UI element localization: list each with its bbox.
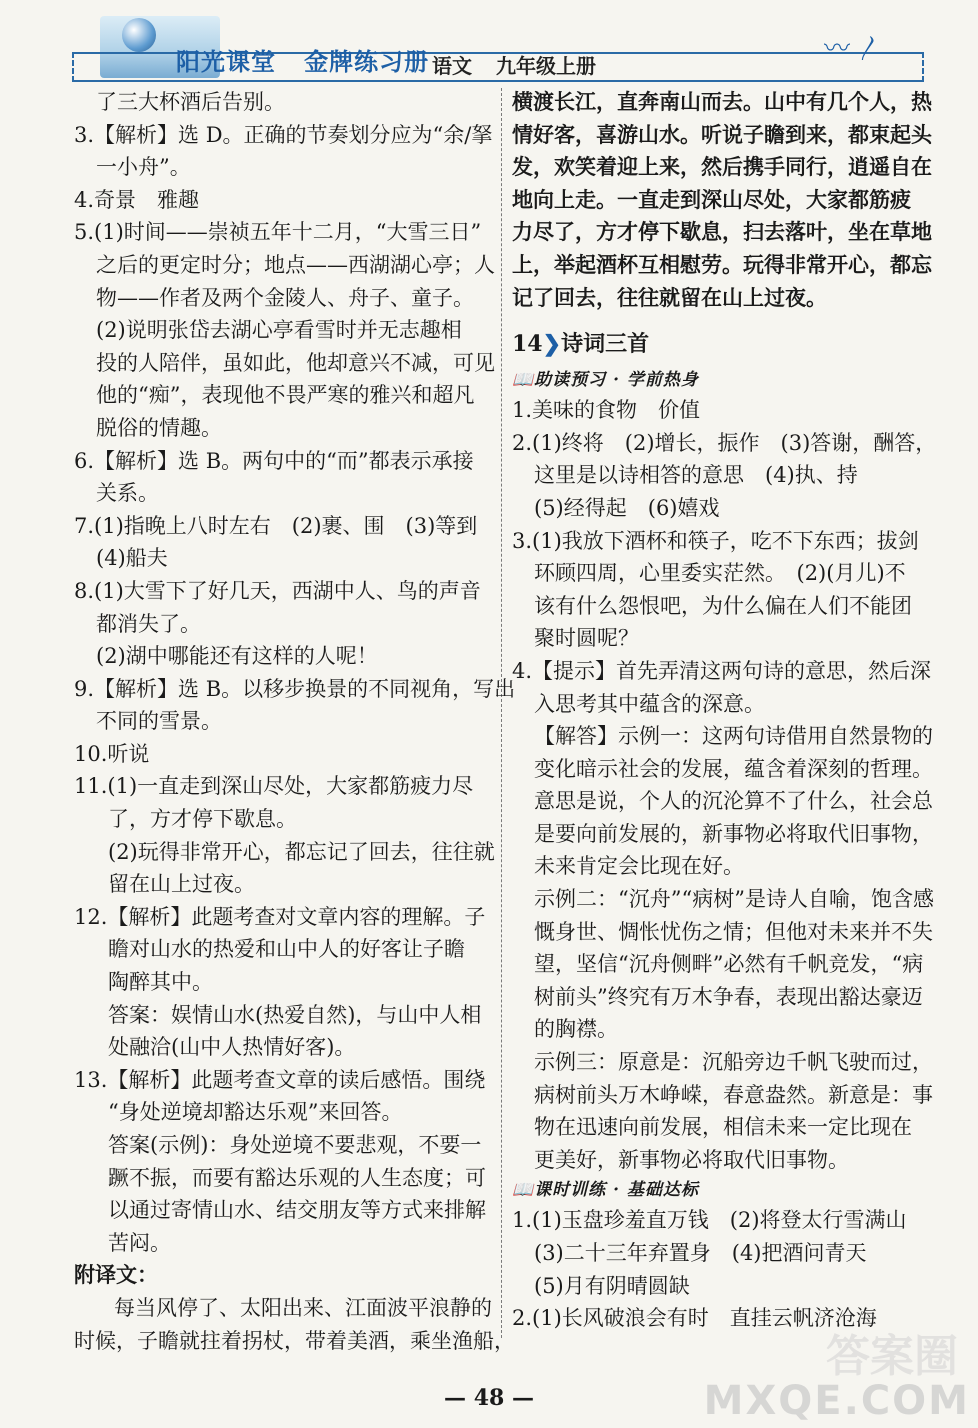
translation-continued (512, 86, 932, 314)
column-divider (501, 88, 502, 1338)
preview-line: 慨身世、惆怅忧伤之情；但他对未来并不失 (534, 919, 933, 944)
practice-line: (5)月有阴晴圆缺 (534, 1273, 690, 1298)
left-line: 苦闷。 (108, 1230, 171, 1255)
left-line: “身处逆境却豁达乐观”来回答。 (108, 1100, 403, 1125)
left-line: 4.奇景 雅趣 (74, 187, 200, 212)
series-name: 金牌练习册 (304, 47, 430, 76)
preview-line: 示例二：“沉舟”“病树”是诗人自喻，饱含感 (534, 887, 934, 912)
section-name: 诗词三首 (561, 331, 650, 358)
left-line: 关系。 (96, 481, 159, 506)
subheading-practice: 📖课时训练 · 基础达标 (512, 1180, 699, 1201)
preview-line: 该有什么怨恨吧，为什么偏在人们不能团 (534, 593, 912, 618)
preview-line: 示例三：原意是：沉船旁边千帆飞驶而过， (534, 1050, 933, 1075)
preview-line: 望，坚信“沉舟侧畔”必然有千帆竞发，“病 (534, 952, 924, 977)
preview-line: 2.(1)终将 (2)增长，振作 (3)答谢，酬答， (512, 430, 937, 455)
watermark-url: MXQE.COM (703, 1378, 970, 1424)
translation-line: 力尽了，方才停下歇息，扫去落叶，坐在草地 (512, 219, 932, 245)
preview-answers (512, 394, 937, 1176)
practice-answers (512, 1204, 928, 1334)
preview-line: 意思是说，个人的沉沦算不了什么，社会总 (534, 789, 933, 814)
translation-line: 上，举起酒杯互相慰劳。玩得非常开心，都忘 (512, 251, 932, 277)
left-line: 10.听说 (74, 741, 150, 766)
practice-line: (3)二十三年弃置身 (4)把酒问青天 (534, 1241, 867, 1265)
practice-line: 1.(1)玉盘珍羞直万钱 (2)将登太行雪满山 (512, 1208, 907, 1233)
preview-line: 这里是以诗相答的意思 (4)执、持 (534, 463, 858, 488)
preview-line: 物在迅速向前发展，相信未来一定比现在 (534, 1115, 912, 1140)
chevron-right-icon: ❯ (542, 331, 562, 358)
preview-line: 1.美味的食物 价值 (512, 398, 701, 423)
preview-line: (5)经得起 (6)嬉戏 (534, 495, 720, 520)
preview-line: 病树前头万木峥嵘，春意盎然。新意是：事 (534, 1082, 933, 1107)
left-line: 不同的雪景。 (96, 709, 222, 734)
left-line: 脱俗的情趣。 (96, 415, 222, 440)
section-number: 14 (512, 331, 543, 358)
page-header (72, 10, 928, 80)
birds-icon: 〰︎〳 (824, 34, 889, 64)
left-line: 3.【解析】选 D。正确的节奏划分应为“余/拏 (74, 122, 493, 147)
translation-line: 发，欢笑着迎上来，然后携手同行，逍遥自在 (512, 154, 932, 180)
left-line: 之后的更定时分；地点——西湖湖心亭；人 (96, 252, 495, 277)
left-line: 留在山上过夜。 (108, 872, 255, 897)
preview-line: 是要向前发展的，新事物必将取代旧事物， (534, 821, 933, 846)
left-line: 答案：娱情山水(热爱自然)，与山中人相 (108, 1002, 482, 1027)
practice-line: 2.(1)长风破浪会有时 直挂云帆济沧海 (512, 1306, 877, 1331)
left-line: 投的人陪伴，虽如此，他却意兴不减，可见 (96, 350, 495, 375)
translation-line: 横渡长江，直奔南山而去。山中有几个人，热 (512, 89, 932, 114)
brand-name: 阳光课堂 (176, 47, 276, 76)
left-line: 物——作者及两个金陵人、舟子、童子。 (96, 285, 474, 310)
left-line: 11.(1)一直走到深山尽处，大家都筋疲力尽 (74, 774, 474, 799)
left-line: 每当风停了、太阳出来、江面波平浪静的 (114, 1295, 492, 1320)
translation-line: 记了回去，往往就留在山上过夜。 (512, 284, 827, 310)
subheading-preview: 📖助读预习 · 学前热身 (512, 370, 699, 391)
left-line: (2)说明张岱去湖心亭看雪时并无志趣相 (96, 318, 462, 343)
grade-label: 九年级上册 (496, 54, 596, 78)
book-icon: 📖 (512, 370, 535, 391)
left-line: 处融洽(山中人热情好客)。 (108, 1035, 356, 1060)
left-line: 13.【解析】此题考查文章的读后感悟。围绕 (74, 1067, 486, 1092)
preview-line: 更美好，新事物必将取代旧事物。 (534, 1147, 849, 1172)
book-icon: 📖 (512, 1180, 535, 1201)
preview-line: 入思考其中蕴含的深意。 (534, 691, 765, 716)
translation-line: 地向上走。一直走到深山尽处，大家都筋疲 (512, 186, 911, 212)
globe-icon (122, 18, 156, 52)
left-line: (2)玩得非常开心，都忘记了回去，往往就 (108, 839, 495, 864)
preview-line: 变化暗示社会的发展，蕴含着深刻的哲理。 (534, 756, 933, 781)
preview-line: 聚时圆呢？ (534, 626, 639, 651)
left-line: 5.(1)时间——崇祯五年十二月，“大雪三日” (74, 220, 482, 245)
preview-line: 环顾四周，心里委实茫然。 (2)(月儿)不 (534, 561, 906, 586)
watermark-logo: 答案圈 (826, 1331, 958, 1382)
left-line: 一小舟”。 (96, 155, 191, 180)
left-line: 6.【解析】选 B。两句中的“而”都表示承接 (74, 448, 474, 473)
left-line: (2)湖中哪能还有这样的人呢！ (96, 644, 378, 669)
left-line: 答案(示例)：身处逆境不要悲观，不要一 (108, 1133, 482, 1157)
header-title (176, 42, 429, 77)
left-line: 以通过寄情山水、结交朋友等方式来排解 (108, 1198, 486, 1223)
left-line: 他的“痴”，表现他不畏严寒的雅兴和超凡 (96, 383, 475, 408)
preview-line: 3.(1)我放下酒杯和筷子，吃不下东西；拔剑 (512, 528, 919, 553)
section-title (512, 326, 928, 362)
right-column (512, 86, 937, 1335)
left-line: 附译文： (74, 1262, 158, 1288)
left-line: 了三大杯酒后告别。 (96, 90, 285, 114)
left-line: 陶醉其中。 (108, 970, 213, 995)
left-column (74, 86, 516, 1357)
left-line: 9.【解析】选 B。以移步换景的不同视角，写出 (74, 676, 516, 701)
left-line: (4)船夫 (96, 546, 168, 571)
translation-line: 情好客，喜游山水。听说子瞻到来，都束起头 (512, 121, 932, 147)
preview-line: 的胸襟。 (534, 1017, 618, 1042)
left-line: 12.【解析】此题考查对文章内容的理解。子 (74, 904, 486, 929)
left-line: 8.(1)大雪下了好几天，西湖中人、鸟的声音 (74, 578, 481, 603)
preview-line: 【解答】示例一：这两句诗借用自然景物的 (534, 724, 933, 749)
left-line: 都消失了。 (96, 611, 201, 636)
left-line: 7.(1)指晚上八时左右 (2)裹、围 (3)等到 (74, 513, 478, 538)
preview-line: 树前头”终究有万木争春，表现出豁达豪迈 (534, 984, 923, 1009)
preview-line: 4.【提示】首先弄清这两句诗的意思，然后深 (512, 658, 932, 683)
left-line: 了，方才停下歇息。 (108, 807, 297, 832)
page-number: — 48 — (444, 1385, 534, 1411)
left-line: 蹶不振，而要有豁达乐观的人生态度；可 (108, 1165, 486, 1190)
subject-label: 语文 (432, 54, 472, 78)
left-line: 时候，子瞻就拄着拐杖，带着美酒，乘坐渔船， (74, 1328, 515, 1353)
left-line: 瞻对山水的热爱和山中人的好客让子瞻 (108, 937, 465, 962)
preview-line: 未来肯定会比现在好。 (534, 854, 744, 879)
